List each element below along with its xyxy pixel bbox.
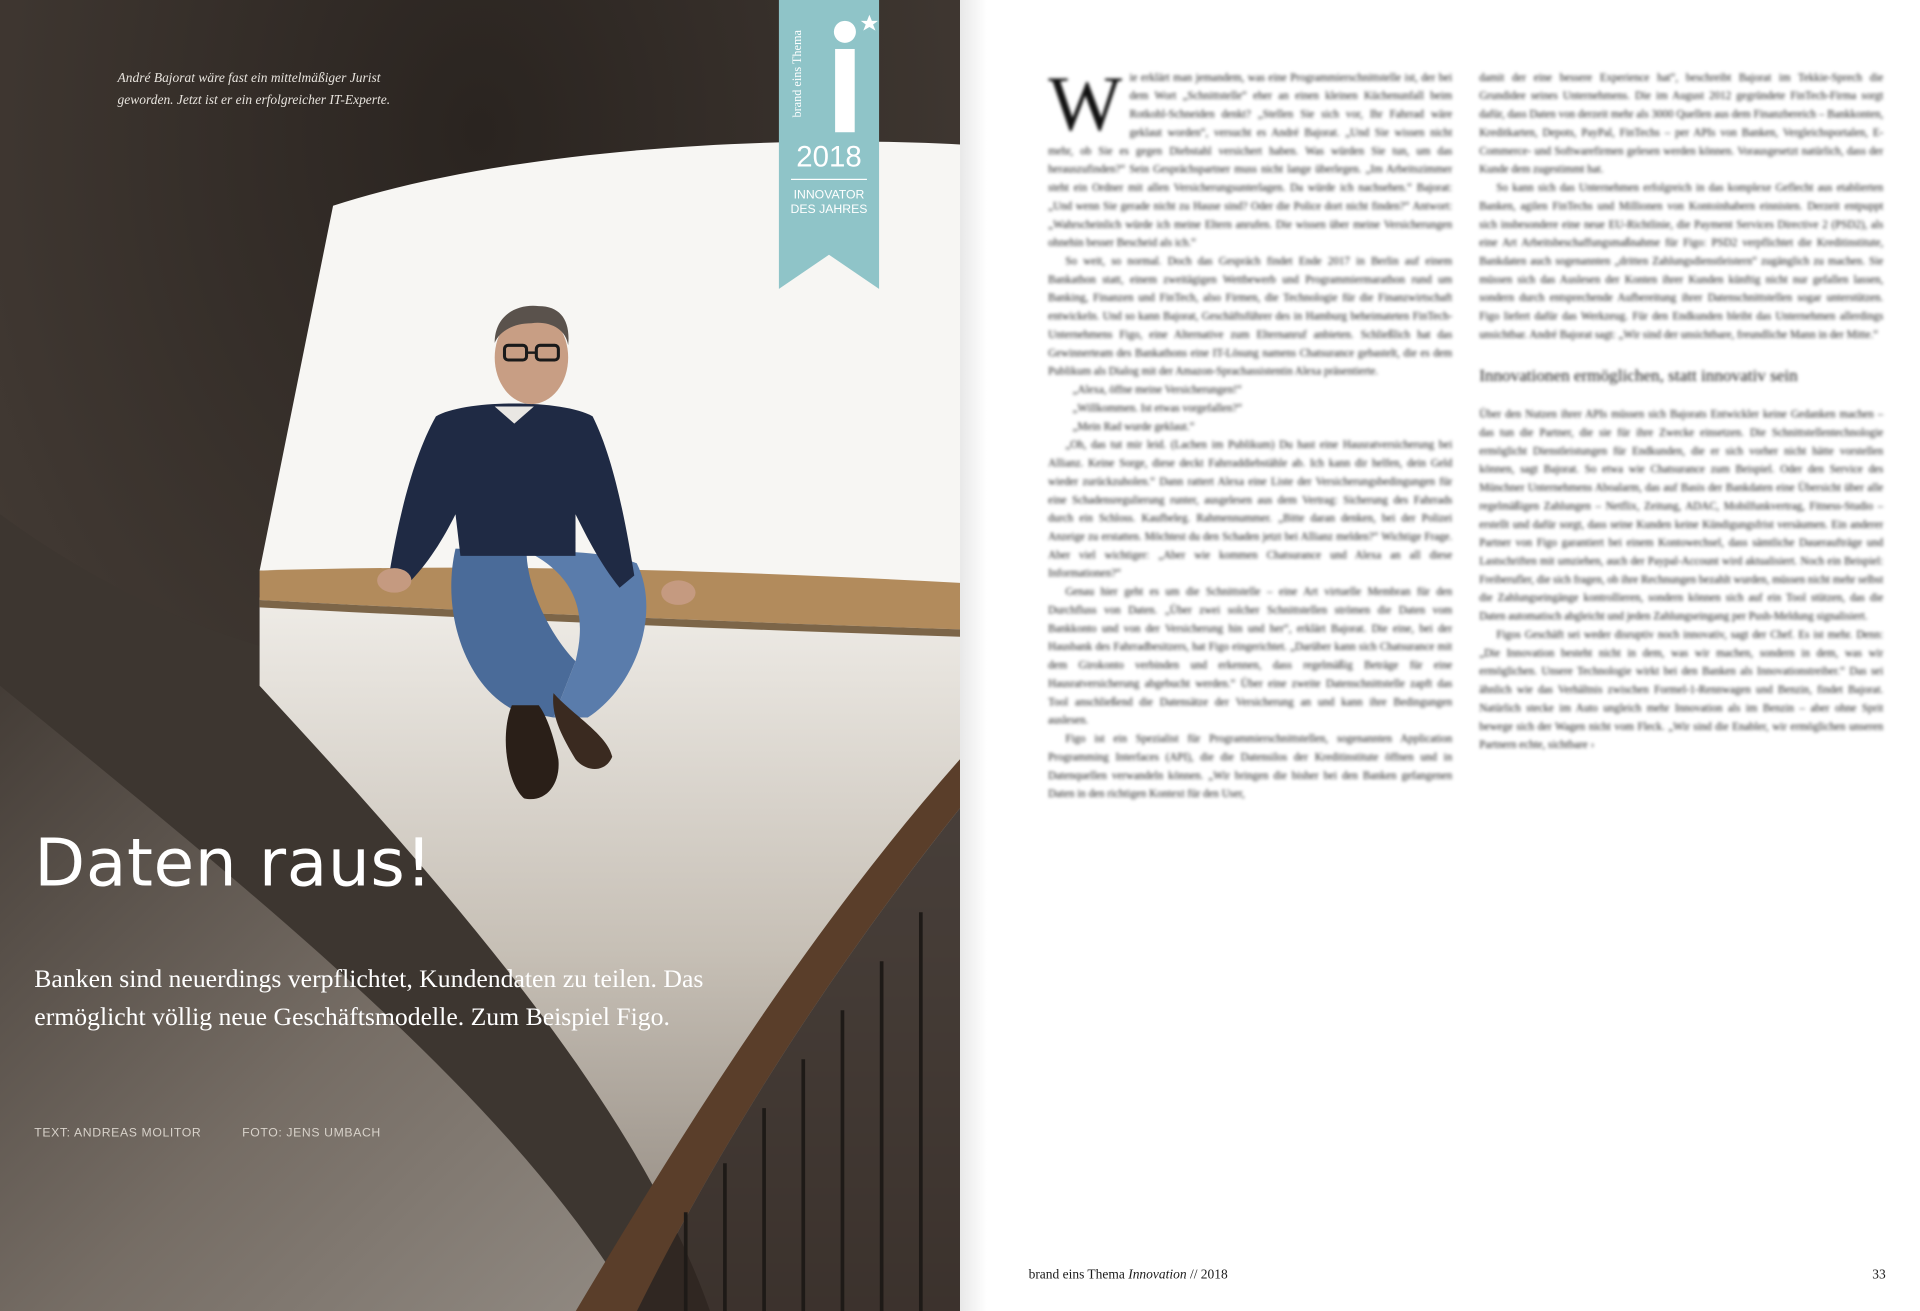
paragraph: damit der eine bessere Experience hat“, beschreibt Bajorat im Tekkie-Sprech die Grundidee seines Unternehmens. Die im August 2012 gegründete FinTech-Firma sorgt dafür, dass Daten von derzeit mehr als 3000 Quellen aus dem Finanzbereich – Bankkonten, Kreditkarten, Depots, PayPal, FinTechs – per APIs von Banken, Vergleichsportalen, E-Commerce- und Softwarefirmen gelesen werden können. Vorausgesetzt natürlich, dass der Kunde dem zugestimmt hat. xyxy=(1479,71,1884,176)
photo-caption: André Bajorat wäre fast ein mittelmäßiger Jurist geworden. Jetzt ist er ein erfolgreicher IT-Experte. xyxy=(117,71,391,108)
paragraph: Über den Nutzen ihrer APIs müssen sich Bajorats Entwickler keine Gedanken machen – das tun die Partner, die sie für ihre Zwecke einsetzen. Die Schnittstellentechnologie ermöglicht Dienstleistungen für Endkunden, die er sich vorher nicht hätte vorstellen können, sagt Bajorat. So etwa wie Chatsurance zum Beispiel. Oder den Service des Münchner Unternehmens Aboalarm, das auf Basis der Bankdaten eine Übersicht über alle regelmäßigen Zahlungen – Netflix, Zeitung, ADAC, Mobilfunkvertrag, Fitness-Studio – erstellt und dafür sorgt, dass seine Kunden keine Kündigungsfrist versäumen. Ein anderer Partner von Figo garantiert bei einem Kontowechsel, dass sämtliche Daueraufträge und Lastschriften mit umziehen, auch der Paypal-Account wird aktualisiert. Noch ein Beispiel: Freiberufler, die sich fragen, ob ihre Rechnungen bezahlt wurden, müssen nicht mehr selbst die Zahlungseingänge kontrollieren, sondern können sich auf ein Tool stützen, das die Daten automatisch abgleicht und jeden Zahlungseingang per Push-Meldung signalisiert. xyxy=(1479,407,1884,623)
credits xyxy=(34,1127,417,1140)
badge-divider xyxy=(791,179,867,180)
page-footer xyxy=(1029,1267,1228,1282)
dialog-line: „Alexa, öffne meine Versicherungen!“ xyxy=(1072,383,1242,396)
badge-brand: brand eins Thema xyxy=(791,30,805,118)
drop-cap: W xyxy=(1048,68,1123,147)
footer-topic: Innovation xyxy=(1128,1267,1187,1283)
page-gutter xyxy=(960,0,987,1311)
page-number: 33 xyxy=(1872,1267,1886,1283)
paragraph: So kann sich das Unternehmen erfolgreich in das komplexe Geflecht aus etablierten Banken, agilen FinTechs und Millionen von Kontoinhabern einnisten. Derzeit entpuppt sich insbesondere eine neue EU-Richtlinie, die Payment Services Directive 2 (PSD2), als eine Art Arbeitsbeschaffungsmaßnahme für Figo: PSD2 verpflichtet die Kreditinstitute, Bankdaten auch sogenannten „dritten Zahlungsdienstleistern“ zugänglich zu machen. Sie müssen sich das Auslesen der Konten ihrer Kunden künftig nicht nur gefallen lassen, sondern durch entsprechende Aufbereitung ihrer Datenschnittstellen sogar unterstützen. Figo liefert dafür das Werkzeug. Für den Endkunden bleibt das Unternehmen allerdings unsichtbar. André Bajorat sagt: „Wir sind der unsichtbare, freundliche Mann in der Mitte.“ xyxy=(1479,181,1884,341)
dialog-line: „Willkommen. Ist etwas vorgefallen?“ xyxy=(1072,401,1243,414)
headline: Daten raus! xyxy=(34,824,433,902)
article-column-2 xyxy=(1479,69,1883,1275)
paragraph: Figo ist ein Spezialist für Programmierschnittstellen, sogenannten Application Programming Interfaces (API), die die Datensilos der Kreditinstitute öffnen und in Datenquellen verwandeln können. „Wir bringen die bisher bei den Banken gefangenen Daten in den richtigen Kontext für den User, xyxy=(1048,732,1453,800)
footer-prefix: brand eins Thema xyxy=(1028,1267,1125,1283)
innovator-badge xyxy=(779,0,879,289)
intro-text: Banken sind neuerdings verpflichtet, Kundendaten zu teilen. Das ermöglicht völlig neue Geschäftsmodelle. Zum Beispiel Figo. xyxy=(34,963,704,1032)
paragraph: Figos Geschäft sei weder disruptiv noch innovativ, sagt der Chef. Es ist mehr. Denn: „Die Innovation besteht nicht in dem, was wir machen, sondern in dem, was wir ermöglichen. Unsere Technologie wirkt bei den Banken als Innovationstreiber.“ Das sei ähnlich wie das Verhältnis zwischen Formel-1-Rennwagen und Benzin, findet Bajorat. Natürlich stecke im Auto ungleich mehr Innovation als im Benzin – aber ohne Sprit bewege sich der Wagen nicht vom Fleck. „Wir sind die Enabler, wir ermöglichen unseren Partnern echte, sichtbare › xyxy=(1479,628,1884,751)
right-page xyxy=(960,0,1920,1311)
paragraph: „Oh, das tut mir leid. (Lachen im Publikum) Du hast eine Hausratversicherung bei Allianz. Keine Sorge, diese deckt Fahrraddiebstähle ab. Ich kann dir helfen, dein Geld wieder zurückzuholen.“ Dann rattert Alexa eine Liste der Versicherungsbedingungen für eine Schadensregulierung runter, ausgelesen aus dem Vertrag: Sicherung des Fahrrads durch ein Schloss. Kaufbeleg. Rahmennummer. „Bitte daran denken, bei der Polizei Anzeige zu erstatten. Möchtest du den Schaden jetzt bei Allianz melden?“ Wichtige Frage. Aber viel wichtiger: „Aber wie kommen Chatsurance und Alexa an all diese Informationen?“ xyxy=(1048,438,1453,580)
photo-credit: FOTO: JENS UMBACH xyxy=(242,1126,381,1141)
article-column-1 xyxy=(1048,69,1452,1275)
footer-suffix: // 2018 xyxy=(1189,1267,1228,1283)
dialog-line: „Mein Rad wurde geklaut.“ xyxy=(1072,420,1195,433)
badge-year: 2018 xyxy=(796,140,862,174)
paragraph: Genau hier geht es um die Schnittstelle – eine Art virtuelle Membran für den Durchfluss von Daten. „Über zwei solcher Schnittstellen strömen die Daten vom Bankkonto und von der Versicherung hin und her“, erklärt Bajorat. Die eine, bei der Hausbank des Fahrradbesitzers, hat Figo eingerichtet. „Darüber kann sich Chatsurance mit dem Girokonto verbinden und erkennen, dass regelmäßig Beträge für eine Hausratversicherung abgebucht werden.“ Über eine zweite Datenschnittstelle zapft das Tool anschließend die Datensätze der Versicherung an und kann ihre Bedingungen auslesen. xyxy=(1048,585,1453,727)
badge-label: INNOVATOR DES JAHRES xyxy=(790,188,868,217)
paragraph: So weit, so normal. Doch das Gespräch findet Ende 2017 in Berlin auf einem Bankathon statt, einem zweitägigen Wettbewerb und Programmiermarathon rund um Banking, Finanzen und FinTech, also Firmen, die Technologie für die Finanzwirtschaft entwickeln. Und so kann Bajorat, Geschäftsführer des in Hamburg beheimateten FinTech-Unternehmens Figo, eine Alternative zum Elternanruf anbieten. Schließlich hat das Gewinnerteam des Bankathons eine IT-Lösung namens Chatsurance gebastelt, die es dem Publikum als Dialog mit der Amazon-Sprachassistentin Alexa präsentierte. xyxy=(1048,254,1453,378)
subheading: Innovationen ermöglichen, statt innovativ sein xyxy=(1479,367,1798,386)
text-credit: TEXT: ANDREAS MOLITOR xyxy=(34,1126,202,1141)
paragraph: ie erklärt man jemandem, was eine Programmierschnittstelle ist, der bei dem Wort „Schnittstelle“ eher an einen kleinen Küchenunfall beim Rotkohl-Schneiden denkt? „Stellen Sie sich vor, Ihr Fahrrad wäre geklaut worden“, versucht es André Bajorat. „Und Sie wissen nicht mehr, ob Sie es gegen Diebstahl versichert haben. Was würden Sie tun, um das herauszufinden?“ Sein Gesprächspartner muss nicht lange überlegen. „Im Arbeitszimmer steht ein Ordner mit allen Versicherungsunterlagen. Da würde ich nachsehen.“ Bajorat: „Und wenn Sie gerade nicht zu Hause sind? Oder die Police dort nicht finden?“ Antwort: „Wahrscheinlich würde ich meine Eltern anrufen. Die wissen über meine Versicherungen ohnehin besser Bescheid als ich.“ xyxy=(1048,71,1453,249)
